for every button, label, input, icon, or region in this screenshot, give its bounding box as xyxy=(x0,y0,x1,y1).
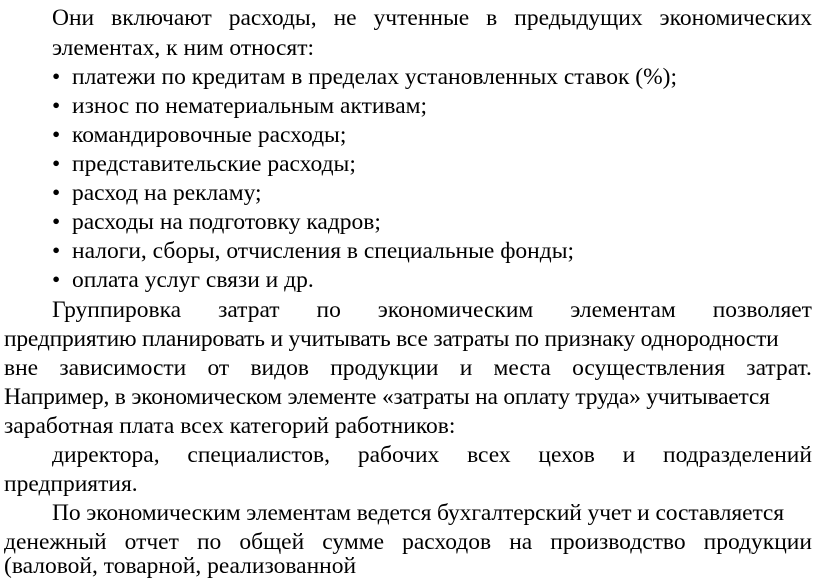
bullet-item xyxy=(52,63,677,91)
word: по xyxy=(196,529,222,555)
word: денежный xyxy=(4,529,107,555)
word: специалистов, xyxy=(187,442,331,468)
bullet-item xyxy=(52,237,574,265)
word: производство xyxy=(550,529,686,555)
bullet-icon: • xyxy=(52,209,61,235)
paragraph4-line3: (валовой, товарной, реализованной xyxy=(4,553,357,579)
bullet-item xyxy=(52,208,381,236)
bullet-text: оплата услуг связи и др. xyxy=(72,267,314,293)
word: Они xyxy=(52,5,95,31)
word: не xyxy=(333,5,357,31)
paragraph4-line1: По экономическим элементам ведется бухгалтерский учет и составляется xyxy=(52,500,784,526)
paragraph2-line4: Например, в экономическом элементе «затраты на оплату труда» учитывается xyxy=(4,384,770,410)
paragraph3-line1 xyxy=(52,441,812,469)
word: экономическим xyxy=(377,297,534,323)
word: по xyxy=(316,297,341,323)
word: цехов xyxy=(538,442,595,468)
bullet-item xyxy=(52,179,262,207)
word: продукции xyxy=(330,355,439,381)
bullet-text: представительские расходы; xyxy=(72,151,356,177)
word: позволяет xyxy=(712,297,812,323)
bullet-icon: • xyxy=(52,238,61,264)
word: на xyxy=(509,529,533,555)
word: вне xyxy=(4,355,39,381)
bullet-icon: • xyxy=(52,93,61,119)
paragraph2-line2: предприятию планировать и учитывать все затраты по признаку однородности xyxy=(4,326,779,352)
bullet-text: командировочные расходы; xyxy=(72,122,347,148)
paragraph1-line2: элементах, к ним относят: xyxy=(52,35,315,61)
word: осуществления xyxy=(572,355,726,381)
bullet-item xyxy=(52,266,314,294)
word: в xyxy=(486,5,498,31)
bullet-icon: • xyxy=(52,151,61,177)
paragraph2-line3 xyxy=(4,354,812,382)
paragraph3-line2: предприятия. xyxy=(4,471,138,497)
word: сумме xyxy=(322,529,384,555)
bullet-text: расходы на подготовку кадров; xyxy=(72,209,381,235)
word: отчет xyxy=(124,529,179,555)
paragraph2-line5: заработная плата всех категорий работников: xyxy=(4,413,456,439)
bullet-item xyxy=(52,121,346,149)
word: места xyxy=(493,355,551,381)
paragraph2-line1 xyxy=(52,296,812,324)
word: расходов xyxy=(402,529,492,555)
word: Группировка xyxy=(52,297,182,323)
bullet-icon: • xyxy=(52,122,61,148)
bullet-icon: • xyxy=(52,267,61,293)
bullet-item xyxy=(52,92,427,120)
bullet-text: налоги, сборы, отчисления в специальные фонды; xyxy=(72,238,575,264)
word: и xyxy=(622,442,636,468)
word: затрат. xyxy=(746,355,812,381)
word: включают xyxy=(111,5,212,31)
word: элементам xyxy=(570,297,676,323)
word: видов xyxy=(250,355,309,381)
bullet-icon: • xyxy=(52,180,61,206)
bullet-item xyxy=(52,150,356,178)
word: расходы, xyxy=(228,5,317,31)
word: подразделений xyxy=(663,442,812,468)
bullet-text: износ по нематериальным активам; xyxy=(72,93,428,119)
word: зависимости xyxy=(59,355,187,381)
word: учтенные xyxy=(373,5,470,31)
word: рабочих xyxy=(357,442,440,468)
bullet-text: расход на рекламу; xyxy=(72,180,262,206)
paragraph1-line1 xyxy=(52,4,812,32)
word: общей xyxy=(239,529,305,555)
word: предыдущих xyxy=(514,5,643,31)
word: от xyxy=(207,355,230,381)
word: экономических xyxy=(659,5,812,31)
word: продукции xyxy=(703,529,812,555)
bullet-icon: • xyxy=(52,64,61,90)
word: всех xyxy=(467,442,511,468)
bullet-text: платежи по кредитам в пределах установленных ставок (%); xyxy=(72,64,678,90)
word: и xyxy=(459,355,473,381)
word: затрат xyxy=(218,297,280,323)
word: директора, xyxy=(52,442,160,468)
